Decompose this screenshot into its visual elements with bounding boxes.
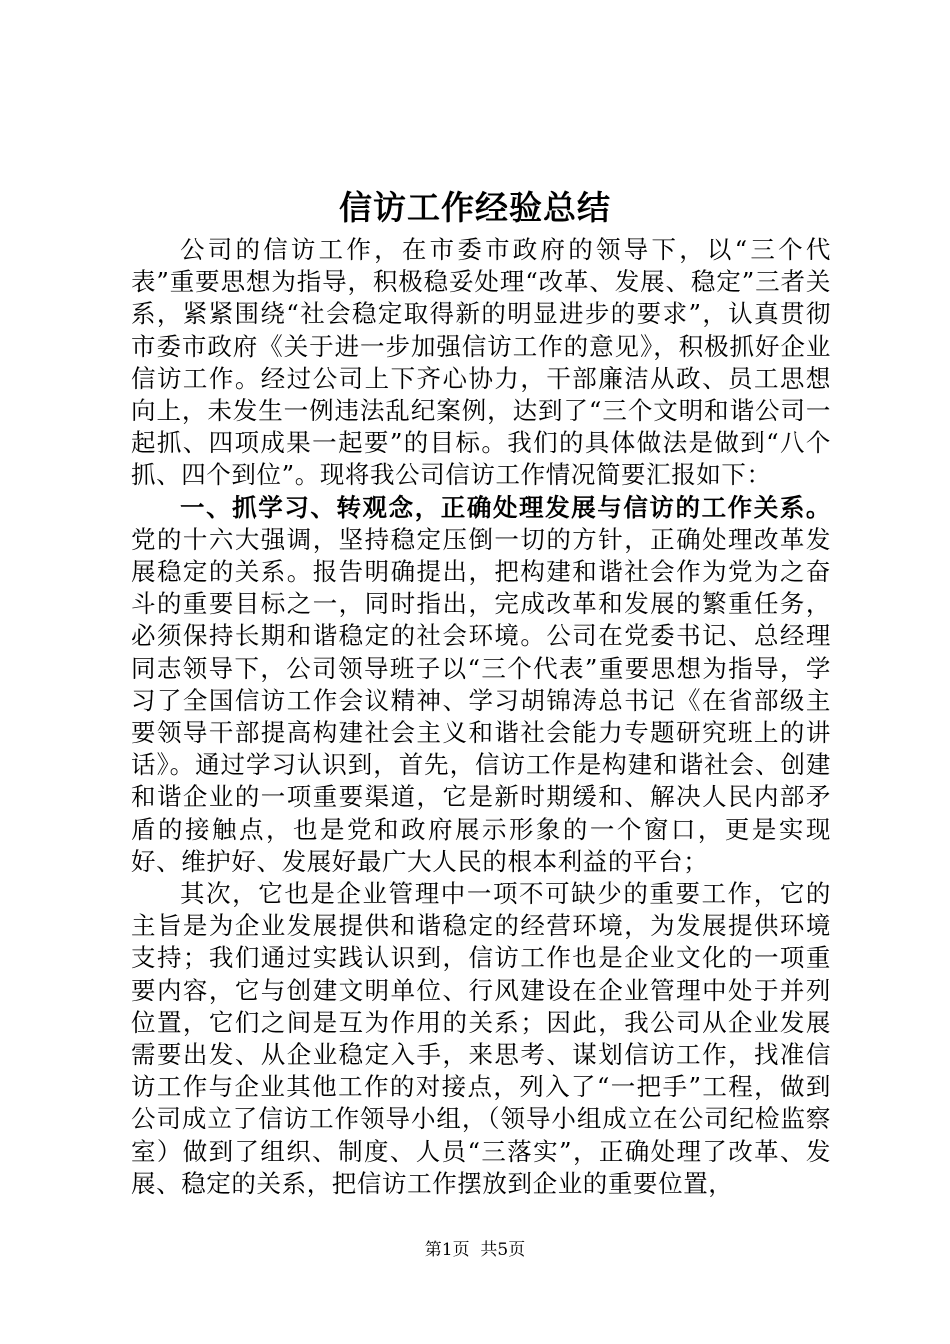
section-1-text: 党的十六大强调，坚持稳定压倒一切的方针，正确处理改革发展稳定的关系。报告明确提出，把构建和谐社会作为党为之奋斗的重要目标之一，同时指出，完成改革和发展的繁重任务，必须保持长期和谐稳定的社会环境。公司在党委书记、总经理同志领导下，公司领导班子以“三个代表”重要思想为指导，学习了全国信访工作会议精神、学习胡锦涛总书记《在省部级主要领导干部提高构建社会主义和谐社会能力专题研究班上的讲话》。通过学习认识到，首先，信访工作是构建和谐社会、创建和谐企业的一项重要渠道，它是新时期缓和、解决人民内部矛盾的接触点，也是党和政府展示形象的一个窗口，更是实现好、维护好、发展好最广大人民的根本利益的平台； bbox=[131, 524, 831, 876]
page-number-label: 第1页 共5页 bbox=[424, 1240, 526, 1260]
document-title: 信访工作经验总结 bbox=[339, 188, 611, 227]
second-point-paragraph: 其次，它也是企业管理中一项不可缺少的重要工作，它的主旨是为企业发展提供和谐稳定的经营环境，为发展提供环境支持；我们通过实践认识到，信访工作也是企业文化的一项重要内容，它与创建文明单位、行风建设在企业管理中处于并列位置，它们之间是互为作用的关系；因此，我公司从企业发展需要出发、从企业稳定入手，来思考、谋划信访工作，找准信访工作与企业其他工作的对接点，列入了“一把手”工程，做到公司成立了信访工作领导小组，（领导小组成立在公司纪检监察室）做到了组织、制度、人员“三落实”，正确处理了改革、发展、稳定的关系，把信访工作摆放到企业的重要位置， bbox=[131, 879, 831, 1198]
section-1-paragraph bbox=[131, 492, 831, 878]
page-footer bbox=[0, 1238, 950, 1262]
document-body bbox=[131, 234, 831, 1200]
section-1-heading: 一、抓学习、转观念，正确处理发展与信访的工作关系。 bbox=[180, 492, 831, 522]
intro-paragraph: 公司的信访工作，在市委市政府的领导下，以“三个代表”重要思想为指导，积极稳妥处理“改革、发展、稳定”三者关系，紧紧围绕“社会稳定取得新的明显进步的要求”，认真贯彻市委市政府《关于进一步加强信访工作的意见》，积极抓好企业信访工作。经过公司上下齐心协力，干部廉洁从政、员工思想向上，未发生一例违法乱纪案例，达到了“三个文明和谐公司一起抓、四项成果一起要”的目标。我们的具体做法是做到“八个抓、四个到位”。现将我公司信访工作情况简要汇报如下： bbox=[131, 235, 831, 490]
